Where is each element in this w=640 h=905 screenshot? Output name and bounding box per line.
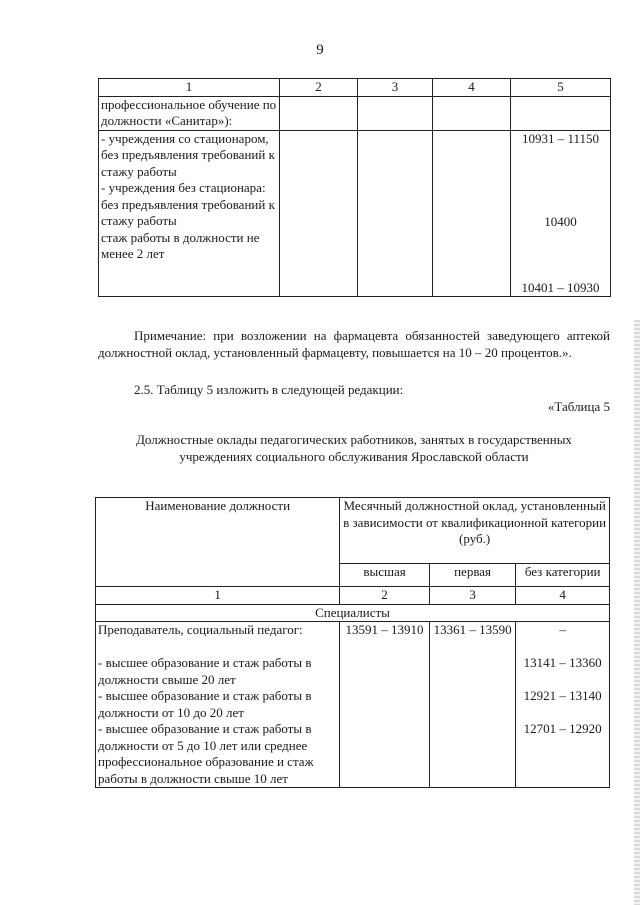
row-text: - высшее образование и стаж работы в должности от 10 до 20 лет <box>98 688 312 720</box>
salary-value: 10931 – 11150 <box>521 130 600 146</box>
salary-high-cell: 13591 – 13910 <box>340 622 430 788</box>
table-header-row <box>99 79 611 97</box>
table-reference: «Таблица 5 <box>547 399 610 414</box>
position-title: Преподаватель, социальный педагог: <box>98 622 303 637</box>
salary-cell <box>511 96 611 130</box>
section-label: Специалисты <box>96 604 610 622</box>
column-number: 5 <box>511 79 611 97</box>
salary-value: 12701 – 12920 <box>523 721 602 736</box>
table-number-row <box>96 587 610 605</box>
row-text: - высшее образование и стаж работы в должности свыше 20 лет <box>98 655 312 687</box>
salary-first-cell: 13361 – 13590 <box>429 622 516 788</box>
scan-edge-strip <box>634 320 640 905</box>
salary-value: 10400 <box>544 213 577 229</box>
salary-value: 12921 – 13140 <box>523 688 602 703</box>
salary-value: 13141 – 13360 <box>523 655 602 670</box>
column-header-position: Наименование должности <box>96 498 340 587</box>
table-row <box>99 130 611 297</box>
salary-cell <box>511 130 611 297</box>
column-number: 1 <box>99 79 280 97</box>
column-number: 3 <box>358 79 433 97</box>
subheader-none: без категории <box>516 564 610 587</box>
column-number: 1 <box>96 587 340 605</box>
position-cell <box>96 622 340 788</box>
table-header-row <box>96 498 610 564</box>
table-row <box>96 622 610 788</box>
row-text: стаж работы в должности не менее 2 лет <box>101 229 260 261</box>
position-cell: профессиональное обучение по должности «Санитар»): <box>99 96 280 130</box>
column-number: 2 <box>340 587 430 605</box>
salary-none-cell <box>516 622 610 788</box>
clause-text: 2.5. Таблицу 5 изложить в следующей редакции: <box>134 382 404 397</box>
note-text: Примечание: при возложении на фармацевта обязанностей заведующего аптекой должностной оклад, установленный фармацевту, повышается на 10 – 20 процентов.». <box>98 328 610 360</box>
teacher-salary-table <box>95 497 610 788</box>
salary-value: 10401 – 10930 <box>521 279 600 295</box>
page-number: 9 <box>316 42 324 58</box>
salary-value: – <box>559 622 566 637</box>
row-text: без предъявления требований к стажу работы <box>101 196 275 228</box>
subheader-first: первая <box>429 564 516 587</box>
row-text: - учреждения без стационара: <box>101 180 266 195</box>
salary-value <box>513 197 608 214</box>
column-number: 4 <box>516 587 610 605</box>
position-cell <box>99 130 280 297</box>
column-header-salary: Месячный должностной оклад, установленный в зависимости от квалификационной категории (руб.) <box>340 498 610 564</box>
row-text: - высшее образование и стаж работы в должности от 5 до 10 лет или среднее профессиональное образование и стаж работы в должности свыше 10 лет <box>98 721 314 786</box>
column-number: 3 <box>429 587 516 605</box>
table-title: Должностные оклады педагогических работников, занятых в государственных учреждениях социального обслуживания Ярославской области <box>136 432 572 464</box>
table-row <box>99 96 611 130</box>
column-number: 2 <box>280 79 358 97</box>
row-text: - учреждения со стационаром, без предъявления требований к стажу работы <box>101 130 275 179</box>
subheader-high: высшая <box>340 564 430 587</box>
section-row <box>96 604 610 622</box>
salary-table-continued <box>98 78 611 297</box>
column-number: 4 <box>433 79 511 97</box>
